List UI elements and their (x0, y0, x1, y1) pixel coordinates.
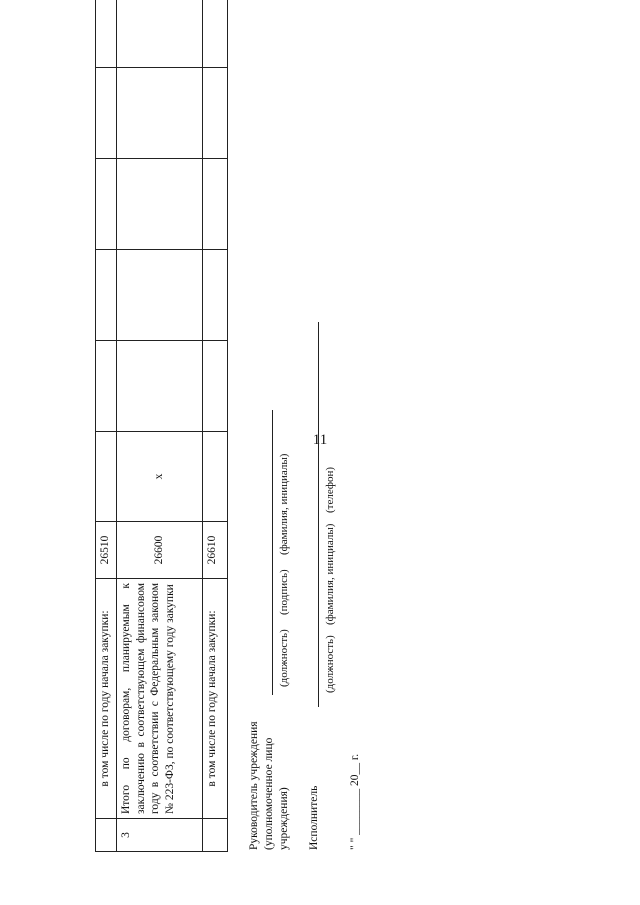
table-cell (203, 250, 228, 341)
table-row (117, 0, 203, 852)
table-cell (96, 0, 117, 68)
head-name-caption: (фамилия, инициалы) (278, 453, 290, 555)
row-name: в том числе по году начала закупки: (203, 579, 228, 819)
row-name: в том числе по году начала закупки: (96, 579, 117, 819)
row-code: 26610 (203, 522, 228, 579)
row-name: Итого по договорам, планируемым к заключению в соответствующем финансовом году в соответствии с Федеральным законом № 223-ФЗ, по соответствующему году закупки (117, 579, 203, 819)
table-row (96, 0, 117, 852)
executor-signature-line (318, 322, 319, 707)
date-line: " " ________ 20__ г. (349, 753, 361, 850)
table-cell (117, 250, 203, 341)
table-cell (203, 159, 228, 250)
table-cell: x (117, 432, 203, 522)
procurement-table (95, 0, 228, 852)
row-number: 3 (117, 819, 203, 852)
row-code: 26600 (117, 522, 203, 579)
table-cell (203, 68, 228, 159)
table-cell (96, 432, 117, 522)
executor-position-caption: (должность) (324, 635, 336, 693)
table-cell (117, 159, 203, 250)
table-cell (117, 341, 203, 432)
table-cell (96, 68, 117, 159)
row-code: 26510 (96, 522, 117, 579)
table-cell (117, 0, 203, 68)
executor-phone-caption: (телефон) (324, 466, 336, 513)
table-cell (203, 0, 228, 68)
table-cell (96, 341, 117, 432)
table-cell (96, 159, 117, 250)
head-label: Руководитель учреждения (уполномоченное лицо учреждения) (248, 721, 290, 850)
table-cell (203, 341, 228, 432)
table-cell (117, 68, 203, 159)
page-number: 11 (312, 432, 328, 448)
row-number (96, 819, 117, 852)
table-cell (96, 250, 117, 341)
head-signature-line (272, 410, 273, 695)
head-signature-caption: (подпись) (278, 569, 290, 615)
row-number (203, 819, 228, 852)
head-position-caption: (должность) (278, 629, 290, 687)
table-row (203, 0, 228, 852)
executor-label: Исполнитель (308, 785, 320, 850)
table-cell (203, 432, 228, 522)
executor-name-caption: (фамилия, инициалы) (324, 523, 336, 625)
